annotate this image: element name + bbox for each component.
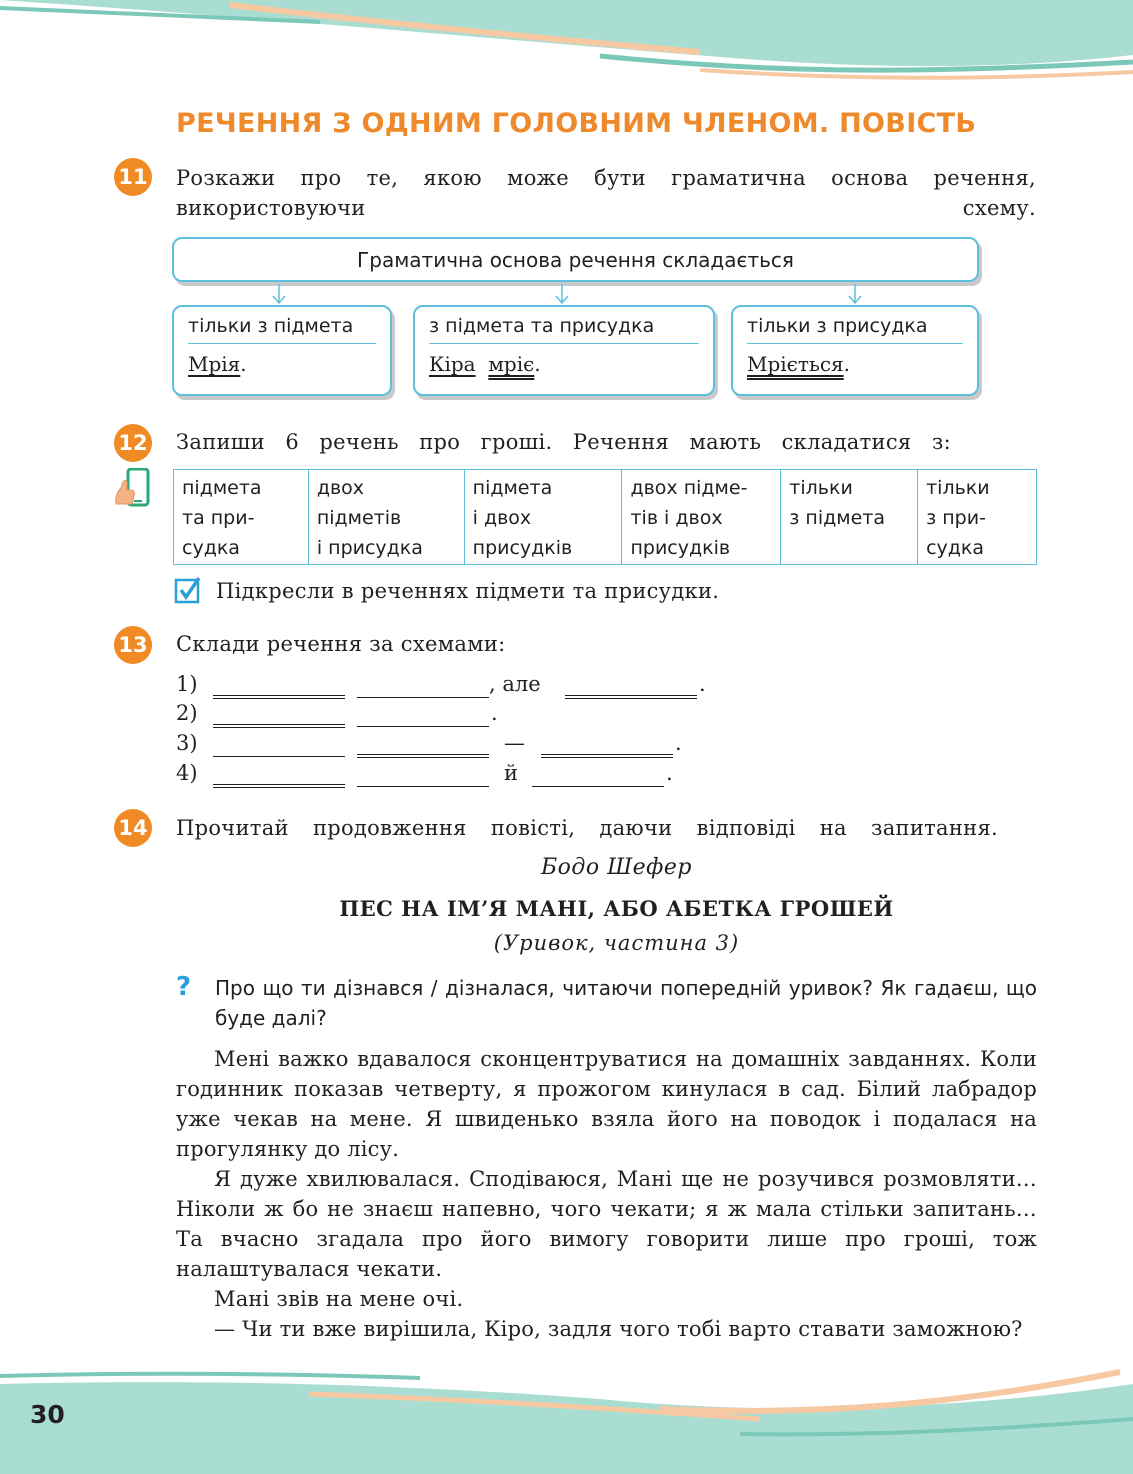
period: .	[534, 352, 541, 376]
story-title: ПЕС НА ІМ’Я МАНІ, АБО АБЕТКА ГРОШЕЙ	[339, 896, 894, 921]
paragraph-text: Мені важко вдавалося сконцентруватися на домашніх завданнях. Коли годинник показав четверту, я прожогом кинулася в сад. Білий лабрадор уже чекав на мене. Я швиденько взяла його на поводок і подалася на прогулянку до лісу.	[176, 1047, 1037, 1161]
scheme-row-3	[176, 731, 776, 761]
section-title: РЕЧЕННЯ З ОДНИМ ГОЛОВНИМ ЧЛЕНОМ. ПОВІСТЬ	[176, 108, 977, 139]
table-cell: тільки з підмета	[781, 470, 918, 565]
blank-subject	[213, 695, 345, 699]
scheme-box-subject	[172, 305, 392, 396]
paragraph-text: Я дуже хвилювалася. Сподіваюся, Мані ще не розучився розмовляти… Ніколи ж бо не знаєш напевно, чого чекати; я ж мала стільки запитань… Та вчасно згадала про його вимогу говорити лише про гроші, тож налаштувалася чекати.	[176, 1167, 1037, 1281]
task-14-text: Прочитай продовження повісті, даючи відповіді на запитання.	[176, 816, 998, 840]
subject-word: Кіра	[429, 352, 476, 376]
blank-subject	[532, 786, 664, 787]
scheme-example	[429, 352, 699, 376]
story-paragraph	[176, 1044, 1037, 1164]
conjunction: й	[504, 761, 518, 785]
period: .	[240, 352, 247, 376]
arrow-down-icon	[848, 284, 862, 306]
table-cell: двох підметів і присудка	[308, 470, 464, 565]
scheme-box-predicate	[731, 305, 979, 396]
scheme-example	[747, 352, 963, 376]
row-number: 3)	[176, 731, 198, 755]
row-number: 2)	[176, 701, 198, 725]
blank-predicate	[541, 754, 673, 758]
row-number: 4)	[176, 761, 198, 785]
paragraph-text: — Чи ти вже вирішила, Кіро, задля чого тобі варто ставати заможною?	[214, 1317, 1023, 1341]
blank-predicate	[357, 697, 489, 698]
row-number: 1)	[176, 672, 198, 696]
task-12-badge: 12	[114, 424, 152, 462]
scheme-box-head: тільки з присудка	[747, 315, 963, 344]
task-13-badge: 13	[114, 626, 152, 664]
arrow-down-icon	[555, 284, 569, 306]
story-paragraph	[176, 1284, 1037, 1314]
blank-subject	[357, 786, 489, 787]
scheme-box-subject-predicate	[413, 305, 715, 396]
predicate-word: Мріється	[747, 352, 844, 376]
scheme-header: Граматична основа речення складається	[172, 237, 979, 282]
question-icon: ?	[176, 972, 192, 1002]
table-cell: тільки з при- судка	[918, 470, 1037, 565]
story-paragraph	[176, 1314, 1037, 1344]
blank-predicate	[213, 724, 345, 728]
top-wave-decoration	[0, 0, 1133, 110]
period: .	[675, 731, 682, 755]
tablet-touch-icon	[113, 468, 151, 508]
scheme-box-head: з підмета та присудка	[429, 315, 699, 344]
sentence-type-table	[173, 469, 1037, 565]
scheme-box-head: тільки з підмета	[188, 315, 376, 344]
period: .	[666, 761, 673, 785]
story-author: Бодо Шефер	[540, 855, 693, 880]
scheme-row-4	[176, 761, 776, 791]
predicate-word: мріє	[488, 352, 535, 376]
question-text: Про що ти дізнався / дізналася, читаючи попередній уривок? Як гадаєш, що буде далі?	[215, 976, 1037, 1030]
dash: —	[504, 731, 525, 755]
scheme-row-2	[176, 701, 776, 731]
period: .	[843, 352, 851, 376]
task-11-badge: 11	[114, 158, 152, 196]
task-14-badge: 14	[114, 809, 152, 847]
blank-subject	[213, 756, 345, 757]
period: .	[491, 701, 498, 725]
table-cell: підмета і двох присудків	[464, 470, 622, 565]
blank-predicate	[357, 754, 489, 758]
bottom-wave-decoration	[0, 1364, 1133, 1474]
page-number: 30	[30, 1400, 65, 1429]
blank-subject	[565, 695, 697, 699]
story-paragraph	[176, 1164, 1037, 1284]
paragraph-text: Мані звів на мене очі.	[214, 1287, 464, 1311]
blank-predicate	[213, 784, 345, 788]
table-cell: двох підме- тів і двох присудків	[622, 470, 781, 565]
conjunction: , але	[489, 672, 541, 696]
scheme-example	[188, 352, 376, 376]
scheme-row-1	[176, 672, 776, 702]
subject-word: Мрія	[188, 352, 241, 376]
task-12-text: Запиши 6 речень про гроші. Речення мають складатися з:	[176, 430, 951, 454]
period: .	[699, 672, 706, 696]
blank-subject	[357, 726, 489, 727]
task-11-text: Розкажи про те, якою може бути граматична основа речення, використовуючи схему.	[176, 166, 1036, 220]
table-cell: підмета та при- судка	[174, 470, 309, 565]
story-subtitle: (Уривок, частина 3)	[493, 931, 740, 955]
task-12-check-text: Підкресли в реченнях підмети та присудки.	[216, 579, 720, 603]
task-13-text: Склади речення за схемами:	[176, 632, 506, 656]
checkbox-check-icon	[174, 576, 202, 604]
arrow-down-icon	[272, 284, 286, 306]
